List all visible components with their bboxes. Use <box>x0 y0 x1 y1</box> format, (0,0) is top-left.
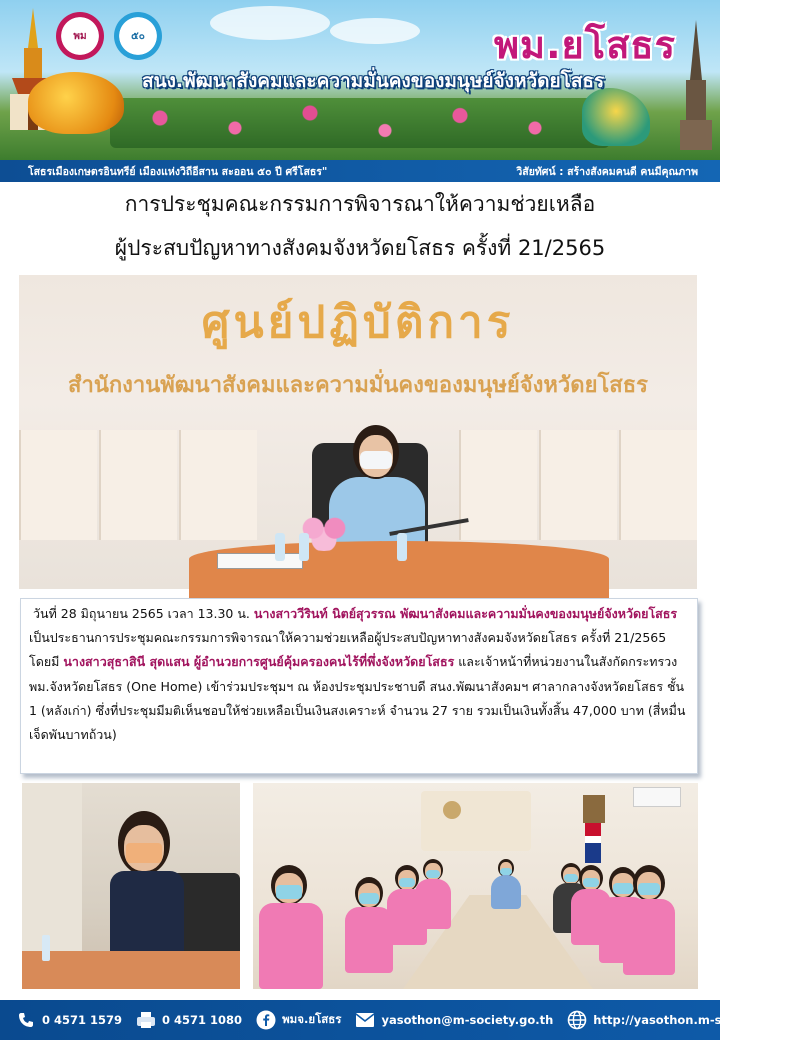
email-contact[interactable] <box>355 1010 553 1030</box>
vision-text: วิสัยทัศน์ : สร้างสังคมคนดี คนมีคุณภาพ <box>516 165 698 178</box>
phone-contact <box>16 1010 122 1030</box>
lotus-field-image <box>110 98 610 148</box>
wall-panel <box>539 430 617 540</box>
photo-meeting-room <box>253 783 698 989</box>
website-url: http://yasothon.m-society.go.th/ <box>593 1013 803 1027</box>
attendee-figure <box>415 859 451 929</box>
phone-icon <box>16 1010 36 1030</box>
frog-statue-image <box>28 72 124 134</box>
wall-panel <box>99 430 177 540</box>
attendee-figure <box>110 811 190 961</box>
body-text: และเจ้าหน้าที่หน่วยงานในสังกัดกระทรวง พม.จังหวัดยโสธร (One Home) เข้าร่วมประชุมฯ ณ ห้องประชุมประชาบดี สนง.พัฒนาสังคมฯ ศาลากลางจังหวัดยโสธร ชั้น 1 (หลังเก่า) ซึ่งที่ประชุมมีมติเห็นชอบให้ช่วยเหลือเป็นเงินสงเคราะห์ จำนวน 27 ราย รวมเป็นเงินทั้งสิ้น 47,000 บาท (สี่หมื่นเจ็ดพันบาทถ้วน) <box>29 654 686 743</box>
cloud <box>210 6 330 40</box>
ministry-seal-icon: พม <box>56 12 104 60</box>
cloud <box>330 18 420 44</box>
pagoda-image <box>676 20 716 150</box>
fax-icon <box>136 1010 156 1030</box>
attendee-figure <box>345 877 393 973</box>
fax-contact <box>136 1010 242 1030</box>
news-body-box <box>20 598 698 774</box>
attendee-figure <box>259 865 323 989</box>
website-contact[interactable] <box>567 1010 802 1030</box>
director-name: นางสาวสุธาสินี สุดแสน ผู้อำนวยการศูนย์คุ้มครองคนไร้ที่พึ่งจังหวัดยโสธร <box>63 654 455 670</box>
water-bottle <box>275 533 285 561</box>
body-text: เป็นประธานการประชุมคณะกรรมการพิจารณาให้ความช่วยเหลือผู้ประสบปัญหาทางสังคมจังหวัดยโสธร ครั้งที่ 21/2565 โดยมี <box>29 630 667 670</box>
water-bottle <box>397 533 407 561</box>
mail-icon <box>355 1010 375 1030</box>
wall-panel <box>459 430 537 540</box>
main-photo <box>19 275 697 589</box>
document-title-line2: ผู้ประสบปัญหาทางสังคมจังหวัดยโสธร ครั้งที่ 21/2565 <box>114 236 606 260</box>
office-name-sign: สำนักงานพัฒนาสังคมและความมั่นคงของมนุษย์จังหวัดยโสธร <box>68 373 648 398</box>
wall-panel <box>619 430 697 540</box>
photo-attendee <box>22 783 240 989</box>
slogan-text: โสธรเมืองเกษตรอินทรีย์ เมืองแห่งวิถีอีสาน สะออน ๕๐ ปี ศรีโสธร" <box>28 165 328 178</box>
slogan-strip <box>0 160 720 182</box>
province-logo-icon: ๕๐ <box>114 12 162 60</box>
wall-panel <box>179 430 257 540</box>
naga-statue-image <box>582 88 650 146</box>
wall-panel <box>19 430 97 540</box>
facebook-contact[interactable] <box>256 1010 341 1030</box>
contact-footer <box>0 1000 803 1040</box>
email-address: yasothon@m-society.go.th <box>381 1013 554 1027</box>
banner-subtitle: สนง.พัฒนาสังคมและความมั่นคงของมนุษย์จังหวัดยโสธร <box>142 70 605 92</box>
chair-name: นางสาววีรินท์ นิตย์สุวรรณ พัฒนาสังคมและความมั่นคงของมนุษย์จังหวัดยโสธร <box>253 606 678 621</box>
attendee-figure <box>491 859 521 909</box>
water-bottle <box>299 533 309 561</box>
globe-icon <box>567 1010 587 1030</box>
operations-center-sign: ศูนย์ปฏิบัติการ <box>201 297 515 348</box>
fax-number: 0 4571 1080 <box>162 1013 243 1027</box>
phone-number: 0 4571 1579 <box>42 1013 123 1027</box>
document-title-line1: การประชุมคณะกรรมการพิจารณาให้ความช่วยเหลือ <box>124 192 596 216</box>
facebook-page-name: พมจ.ยโสธร <box>282 1012 342 1026</box>
body-text: วันที่ 28 มิถุนายน 2565 เวลา 13.30 น. <box>33 606 254 621</box>
facebook-icon <box>256 1010 276 1030</box>
banner-title: พม.ยโสธร <box>493 23 676 67</box>
header-banner <box>0 0 720 160</box>
attendee-figure <box>623 865 675 975</box>
nameplate <box>217 553 303 569</box>
news-paragraph <box>29 602 689 747</box>
